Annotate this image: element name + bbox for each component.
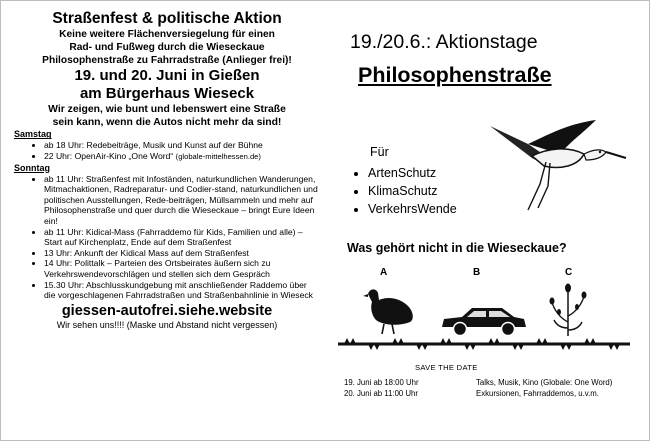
car-icon bbox=[440, 305, 528, 338]
lead-line: sein kann, wenn die Autos nicht mehr da sind! bbox=[52, 117, 282, 129]
stork-icon bbox=[488, 118, 628, 213]
option-label-a: A bbox=[380, 267, 388, 278]
event-cell: Exkursionen, Fahrraddemos, u.v.m. bbox=[476, 388, 599, 398]
list-item: • ab 11 Uhr: Straßenfest mit Infoständen, naturkundlichen Wanderungen, Mitmachaktionen, Radreparatur- und Codier-stand, naturkundlichen und politischen Ausstellungen, Rede-beiträgen, Müllsammeln und mehr auf Philosophenstraße und quer durch die Wieseckaue – bringt Eure Ideen ein! bbox=[44, 174, 320, 227]
sunday-heading: Sonntag bbox=[14, 162, 50, 173]
date-cell: 20. Juni ab 11:00 Uhr bbox=[344, 388, 418, 398]
option-label-b: B bbox=[473, 267, 481, 278]
plant-icon bbox=[548, 282, 588, 337]
subtitle-line: Philosophenstraße zu Fahrradstraße (Anlieger frei)! bbox=[42, 55, 292, 66]
saturday-list bbox=[14, 140, 320, 162]
street-title: Philosophenstraße bbox=[358, 63, 552, 87]
table-row bbox=[344, 389, 612, 400]
flyer-title: Straßenfest & politische Aktion bbox=[52, 10, 282, 27]
partridge-icon bbox=[360, 284, 418, 336]
option-label-c: C bbox=[565, 267, 573, 278]
for-label: Für bbox=[370, 145, 389, 159]
saturday-heading: Samstag bbox=[14, 129, 52, 140]
website-link[interactable]: giessen-autofrei.siehe.website bbox=[61, 302, 273, 319]
event-cell: Talks, Musik, Kino (Globale: One Word) bbox=[476, 378, 613, 387]
sunday-list bbox=[14, 174, 320, 301]
save-the-date-label: SAVE THE DATE bbox=[415, 363, 478, 372]
list-item: • ArtenSchutz bbox=[368, 164, 457, 182]
list-item: • KlimaSchutz bbox=[368, 182, 457, 200]
source-note: (globale-mittelhessen.de) bbox=[175, 152, 261, 161]
list-item: • VerkehrsWende bbox=[368, 200, 457, 218]
subtitle-line: Rad- und Fußweg durch die Wieseckaue bbox=[69, 42, 265, 53]
list-item: • 15.30 Uhr: Abschlusskundgebung mit anschließender Raddemo über die vorgeschlagenen Fahrradstraßen und Straßenbahnlinie in Wieseck bbox=[44, 280, 320, 301]
right-title: 19./20.6.: Aktionstage bbox=[350, 31, 538, 53]
quiz-question: Was gehört nicht in die Wieseckaue? bbox=[347, 241, 567, 255]
list-item: • 14 Uhr: Polittalk – Parteien des Ortsbeirates äußern sich zu Verkehrswendevorschlägen und stellen sich dem Gespräch bbox=[44, 258, 320, 279]
date-line: 19. und 20. Juni in Gießen bbox=[74, 67, 260, 84]
dates-table bbox=[344, 378, 612, 399]
venue-line: am Bürgerhaus Wieseck bbox=[79, 85, 255, 102]
lead-line: Wir zeigen, wie bunt und lebenswert eine Straße bbox=[48, 104, 286, 115]
table-row bbox=[344, 378, 612, 389]
list-item: • 13 Uhr: Ankunft der Kidical Mass auf dem Straßenfest bbox=[44, 248, 320, 259]
goals-list bbox=[354, 164, 457, 218]
list-item: • ab 11 Uhr: Kidical-Mass (Fahrraddemo für Kids, Familien und alle) – Start auf Kirchenplatz, Ende auf dem Straßenfest bbox=[44, 227, 320, 248]
subtitle-line: Keine weitere Flächenversiegelung für einen bbox=[59, 29, 275, 40]
date-cell: 19. Juni ab 18:00 Uhr bbox=[344, 378, 419, 387]
ground-line-icon bbox=[338, 337, 630, 351]
list-item: • 22 Uhr: OpenAir-Kino „One Word“ (globale-mittelhessen.de) bbox=[44, 151, 320, 163]
list-item: • ab 18 Uhr: Redebeiträge, Musik und Kunst auf der Bühne bbox=[44, 140, 320, 151]
footnote: Wir sehen uns!!!! (Maske und Abstand nicht vergessen) bbox=[56, 319, 278, 330]
left-column bbox=[14, 10, 320, 331]
